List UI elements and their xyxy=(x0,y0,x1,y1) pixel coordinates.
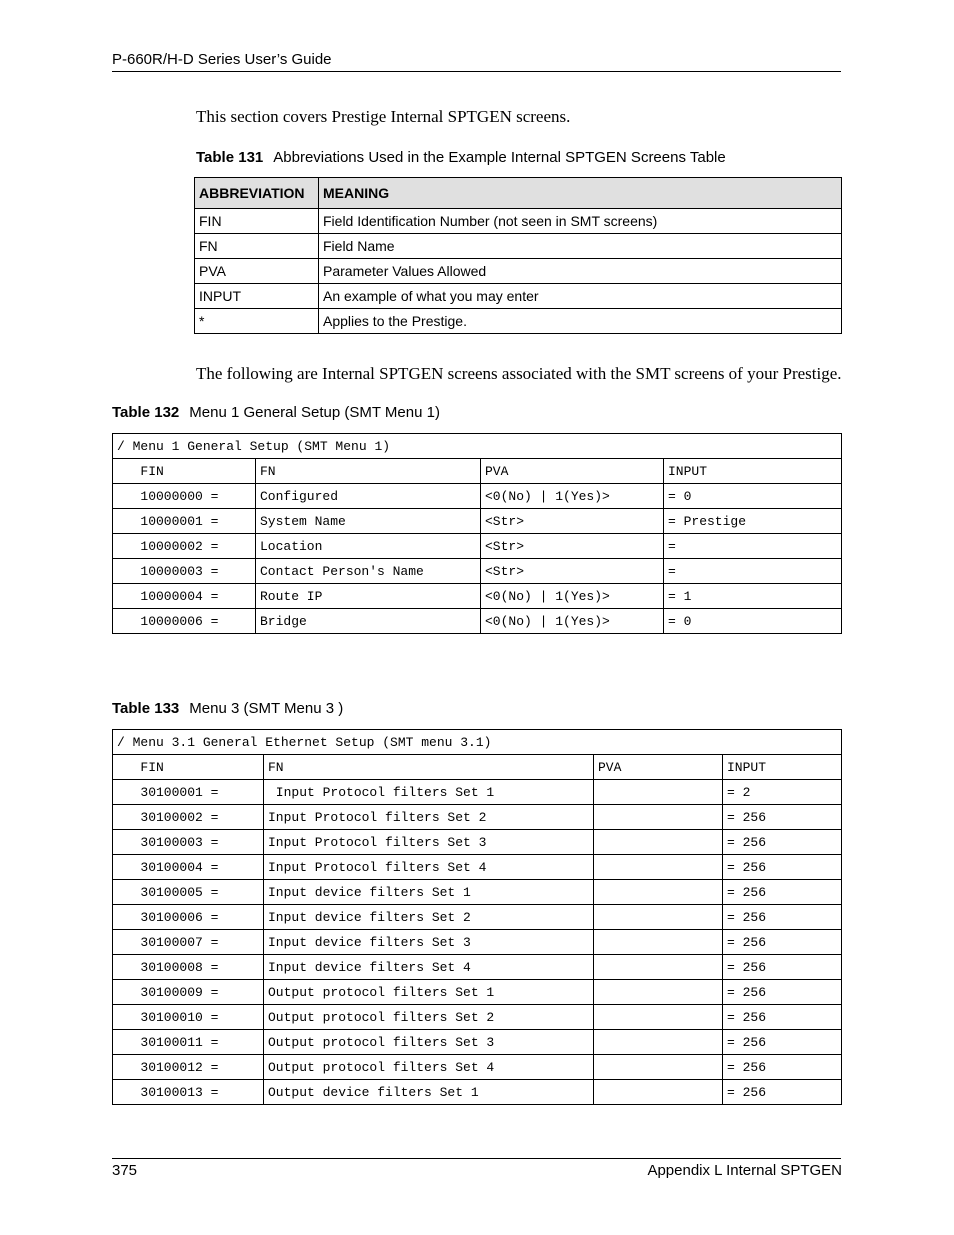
input-cell: = 256 xyxy=(723,905,842,930)
fin-cell: 10000006 = xyxy=(113,609,256,634)
abbreviation-cell: PVA xyxy=(195,259,319,284)
input-cell: = 256 xyxy=(723,980,842,1005)
table-row xyxy=(113,780,842,805)
page-number: 375 xyxy=(112,1162,138,1179)
table-row xyxy=(113,930,842,955)
input-cell: = 256 xyxy=(723,1080,842,1105)
fn-cell: Output protocol filters Set 2 xyxy=(264,1005,594,1030)
fn-cell: Output device filters Set 1 xyxy=(264,1080,594,1105)
fin-cell: 30100006 = xyxy=(113,905,264,930)
input-cell: = 256 xyxy=(723,1030,842,1055)
table-row xyxy=(113,609,842,634)
footer-rule xyxy=(112,1158,841,1159)
table-131-caption xyxy=(196,149,726,166)
fn-cell: Bridge xyxy=(256,609,481,634)
table-row xyxy=(113,584,842,609)
input-cell: = 1 xyxy=(664,584,842,609)
fn-cell: Input device filters Set 3 xyxy=(264,930,594,955)
table-row xyxy=(195,234,842,259)
fin-cell: 30100001 = xyxy=(113,780,264,805)
fn-cell: Output protocol filters Set 4 xyxy=(264,1055,594,1080)
table-row xyxy=(113,559,842,584)
input-cell: = 256 xyxy=(723,930,842,955)
meaning-cell: Applies to the Prestige. xyxy=(319,309,842,334)
table-row xyxy=(113,1030,842,1055)
pva-cell: <Str> xyxy=(481,534,664,559)
input-cell: = 256 xyxy=(723,1005,842,1030)
pva-header: PVA xyxy=(594,755,723,780)
table-row xyxy=(113,905,842,930)
pva-cell xyxy=(594,930,723,955)
fin-header: FIN xyxy=(113,755,264,780)
fin-cell: 10000003 = xyxy=(113,559,256,584)
fin-cell: 30100010 = xyxy=(113,1005,264,1030)
fin-cell: 10000000 = xyxy=(113,484,256,509)
table-row xyxy=(113,1080,842,1105)
pva-cell xyxy=(594,1055,723,1080)
input-cell: = 256 xyxy=(723,955,842,980)
table-row xyxy=(195,209,842,234)
fn-cell: Input Protocol filters Set 2 xyxy=(264,805,594,830)
fin-cell: 30100008 = xyxy=(113,955,264,980)
table-row xyxy=(195,259,842,284)
fin-cell: 30100012 = xyxy=(113,1055,264,1080)
input-header: INPUT xyxy=(723,755,842,780)
pva-cell: <Str> xyxy=(481,559,664,584)
input-header: INPUT xyxy=(664,459,842,484)
fn-cell: Location xyxy=(256,534,481,559)
table-row xyxy=(113,880,842,905)
fn-cell: Route IP xyxy=(256,584,481,609)
pva-cell xyxy=(594,980,723,1005)
fn-cell: Input device filters Set 2 xyxy=(264,905,594,930)
table-row xyxy=(113,509,842,534)
fn-cell: Input device filters Set 1 xyxy=(264,880,594,905)
abbreviation-cell: INPUT xyxy=(195,284,319,309)
pva-cell xyxy=(594,1005,723,1030)
page-header-title: P-660R/H-D Series User’s Guide xyxy=(112,51,332,68)
input-cell: = 256 xyxy=(723,830,842,855)
meaning-cell: An example of what you may enter xyxy=(319,284,842,309)
fn-cell: Input Protocol filters Set 1 xyxy=(264,780,594,805)
pva-cell: <Str> xyxy=(481,509,664,534)
input-cell: = xyxy=(664,559,842,584)
pva-cell xyxy=(594,830,723,855)
fn-cell: System Name xyxy=(256,509,481,534)
fn-cell: Input device filters Set 4 xyxy=(264,955,594,980)
caption-text: Menu 3 (SMT Menu 3 ) xyxy=(189,700,344,717)
pva-cell xyxy=(594,880,723,905)
fin-cell: 30100011 = xyxy=(113,1030,264,1055)
header-row xyxy=(113,459,842,484)
abbreviation-cell: * xyxy=(195,309,319,334)
pva-cell xyxy=(594,855,723,880)
pva-cell xyxy=(594,1030,723,1055)
fin-cell: 30100009 = xyxy=(113,980,264,1005)
fin-cell: 30100007 = xyxy=(113,930,264,955)
fn-cell: Output protocol filters Set 3 xyxy=(264,1030,594,1055)
table-row xyxy=(113,955,842,980)
menu-title: / Menu 1 General Setup (SMT Menu 1) xyxy=(113,434,842,459)
fn-cell: Configured xyxy=(256,484,481,509)
footer-section: Appendix L Internal SPTGEN xyxy=(647,1162,842,1179)
input-cell: = Prestige xyxy=(664,509,842,534)
header-row xyxy=(113,755,842,780)
input-cell: = 0 xyxy=(664,484,842,509)
table-row xyxy=(195,284,842,309)
table-row xyxy=(113,805,842,830)
input-cell: = 256 xyxy=(723,1055,842,1080)
abbreviation-cell: FN xyxy=(195,234,319,259)
table-row xyxy=(113,980,842,1005)
pva-cell: <0(No) | 1(Yes)> xyxy=(481,584,664,609)
fn-cell: Contact Person's Name xyxy=(256,559,481,584)
caption-number: Table 133 xyxy=(112,700,180,717)
pva-cell xyxy=(594,780,723,805)
input-cell: = 0 xyxy=(664,609,842,634)
table-132-caption xyxy=(112,404,440,421)
pva-cell: <0(No) | 1(Yes)> xyxy=(481,484,664,509)
caption-number: Table 131 xyxy=(196,149,264,166)
fin-cell: 10000004 = xyxy=(113,584,256,609)
pva-header: PVA xyxy=(481,459,664,484)
input-cell: = 2 xyxy=(723,780,842,805)
fn-header: FN xyxy=(264,755,594,780)
pva-cell xyxy=(594,955,723,980)
menu-1-table xyxy=(112,433,842,634)
table-row xyxy=(113,534,842,559)
fn-cell: Input Protocol filters Set 3 xyxy=(264,830,594,855)
fn-cell: Input Protocol filters Set 4 xyxy=(264,855,594,880)
pva-cell xyxy=(594,1080,723,1105)
meaning-cell: Field Identification Number (not seen in SMT screens) xyxy=(319,209,842,234)
table-row xyxy=(113,830,842,855)
caption-number: Table 132 xyxy=(112,404,180,421)
abbreviations-table xyxy=(194,177,842,334)
fin-cell: 10000001 = xyxy=(113,509,256,534)
column-header: ABBREVIATION xyxy=(195,178,319,209)
fin-header: FIN xyxy=(113,459,256,484)
fin-cell: 30100005 = xyxy=(113,880,264,905)
table-row xyxy=(195,309,842,334)
fin-cell: 30100004 = xyxy=(113,855,264,880)
fin-cell: 10000002 = xyxy=(113,534,256,559)
menu-3-table xyxy=(112,729,842,1105)
meaning-cell: Parameter Values Allowed xyxy=(319,259,842,284)
fn-cell: Output protocol filters Set 1 xyxy=(264,980,594,1005)
abbreviation-cell: FIN xyxy=(195,209,319,234)
input-cell: = 256 xyxy=(723,805,842,830)
following-paragraph: The following are Internal SPTGEN screens associated with the SMT screens of your Prestige. xyxy=(196,364,842,383)
meaning-cell: Field Name xyxy=(319,234,842,259)
pva-cell xyxy=(594,905,723,930)
fn-header: FN xyxy=(256,459,481,484)
menu-title-row xyxy=(113,730,842,755)
table-row xyxy=(113,484,842,509)
table-row xyxy=(113,855,842,880)
menu-title: / Menu 3.1 General Ethernet Setup (SMT menu 3.1) xyxy=(113,730,842,755)
menu-title-row xyxy=(113,434,842,459)
fin-cell: 30100003 = xyxy=(113,830,264,855)
caption-text: Menu 1 General Setup (SMT Menu 1) xyxy=(189,404,440,421)
intro-paragraph: This section covers Prestige Internal SPTGEN screens. xyxy=(196,107,571,126)
header-rule xyxy=(112,71,841,72)
input-cell: = xyxy=(664,534,842,559)
pva-cell xyxy=(594,805,723,830)
caption-text: Abbreviations Used in the Example Internal SPTGEN Screens Table xyxy=(273,149,726,166)
table-row xyxy=(113,1055,842,1080)
fin-cell: 30100002 = xyxy=(113,805,264,830)
input-cell: = 256 xyxy=(723,880,842,905)
pva-cell: <0(No) | 1(Yes)> xyxy=(481,609,664,634)
table-133-caption xyxy=(112,700,343,717)
table-row xyxy=(113,1005,842,1030)
column-header: MEANING xyxy=(319,178,842,209)
fin-cell: 30100013 = xyxy=(113,1080,264,1105)
input-cell: = 256 xyxy=(723,855,842,880)
